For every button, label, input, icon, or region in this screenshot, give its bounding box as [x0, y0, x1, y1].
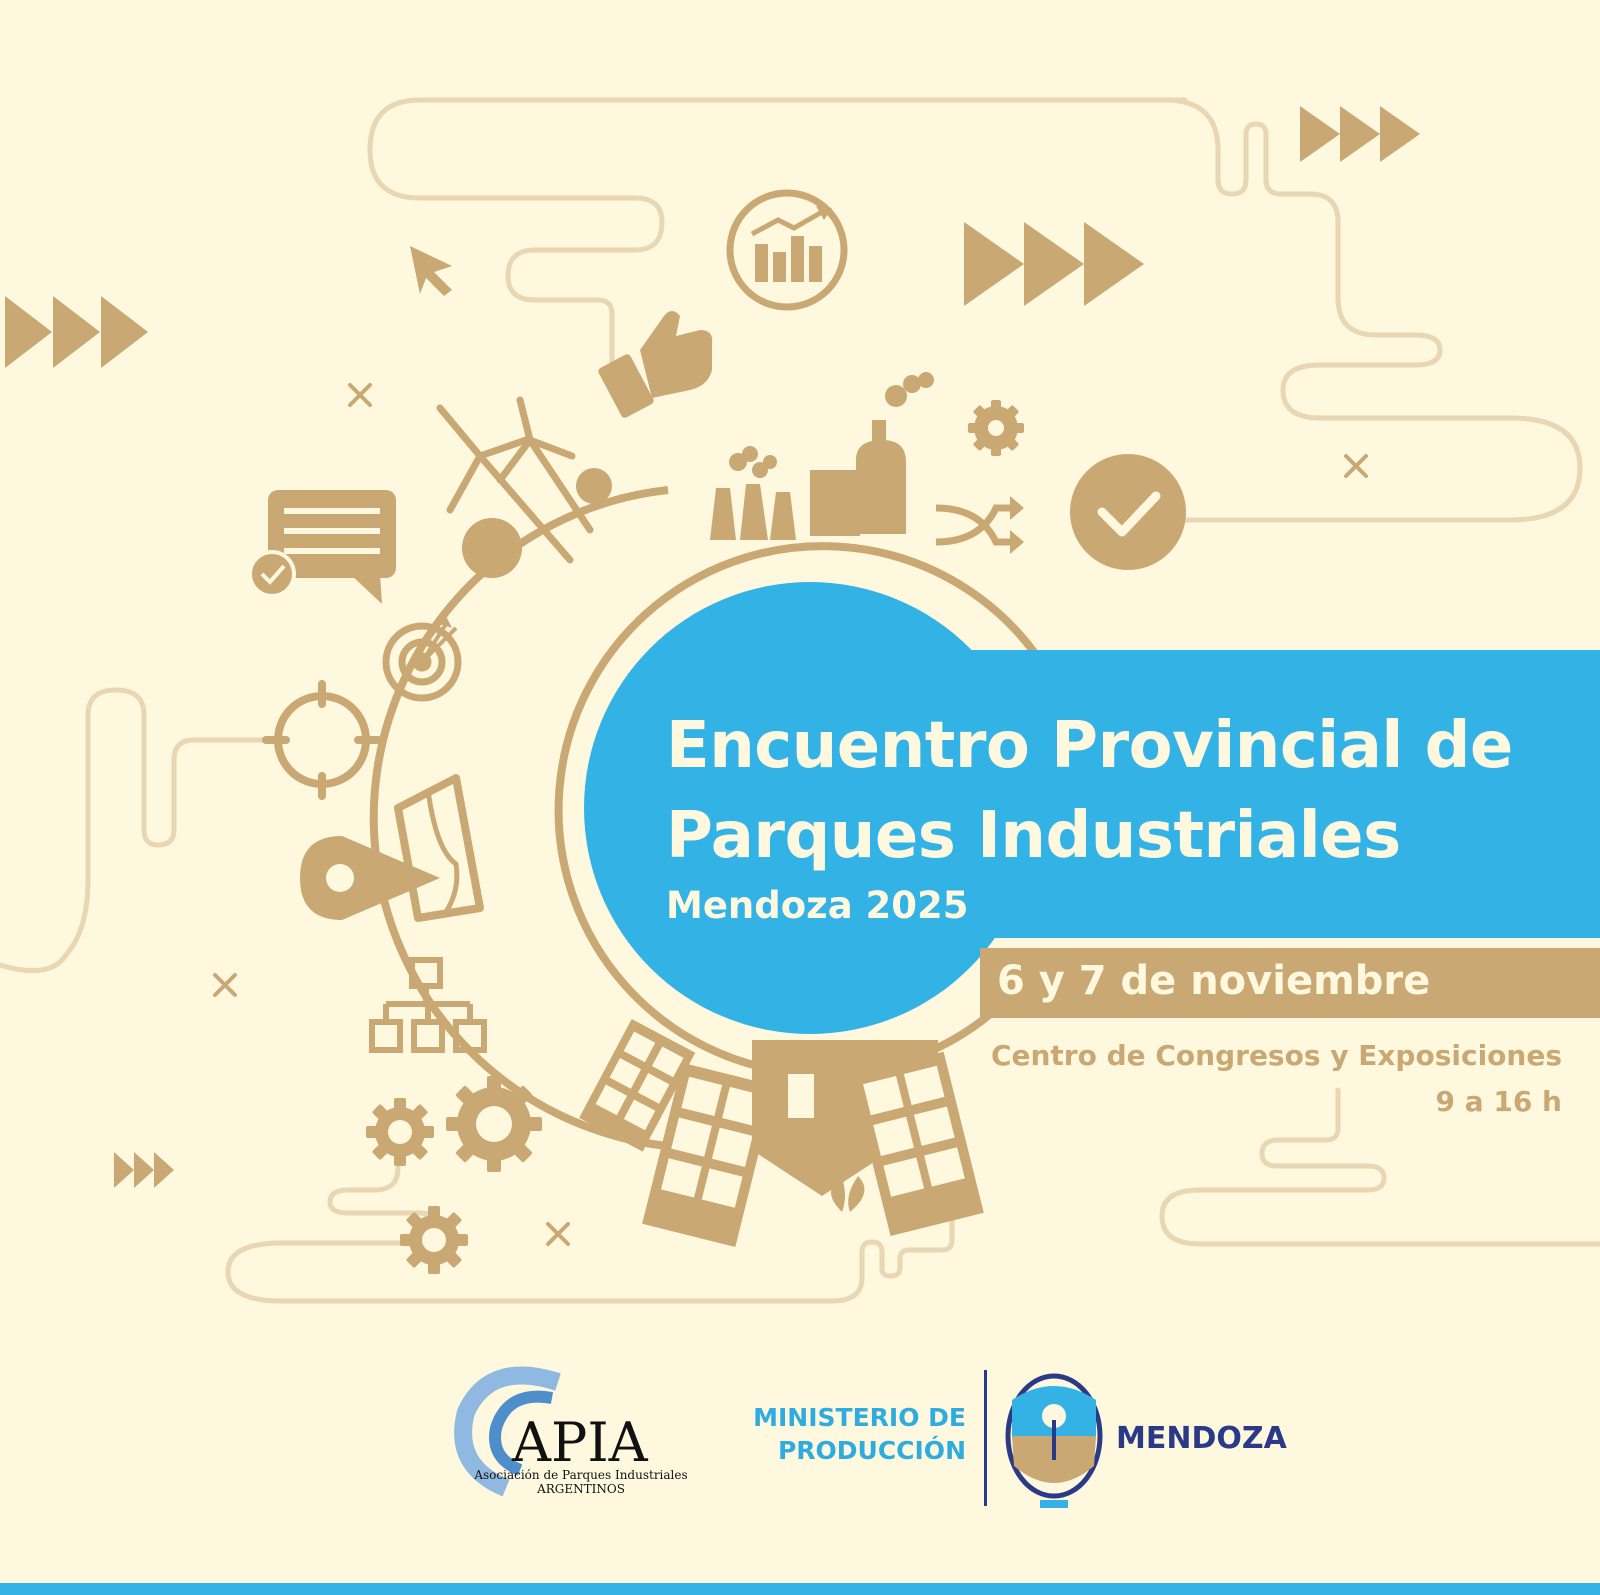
apia-logo-country: ARGENTINOS — [537, 1482, 625, 1496]
apia-logo-name: APIA — [512, 1411, 648, 1474]
event-hours: 9 a 16 h — [1435, 1085, 1562, 1118]
mendoza-coat-of-arms-icon — [1008, 1376, 1100, 1508]
growth-chart-icon — [730, 193, 844, 307]
event-date: 6 y 7 de noviembre — [997, 958, 1431, 1004]
factory-icon — [710, 372, 934, 540]
chat-bubble-icon — [250, 490, 396, 604]
gear-icon — [400, 1206, 468, 1274]
shuffle-icon — [936, 496, 1024, 554]
apia-logo-subtitle: Asociación de Parques Industriales — [474, 1468, 688, 1482]
event-venue: Centro de Congresos y Exposiciones — [990, 1039, 1562, 1072]
gear-icon — [366, 1098, 434, 1166]
crosshair-icon — [266, 684, 378, 796]
logo-divider — [984, 1370, 987, 1506]
event-title-line2: Parques Industriales — [666, 799, 1401, 873]
ministerio-logo-line1: MINISTERIO DE — [753, 1403, 966, 1432]
event-subtitle: Mendoza 2025 — [666, 884, 969, 927]
cursor-arrow-icon — [410, 246, 452, 296]
target-icon — [386, 616, 458, 698]
map-icon — [398, 778, 480, 918]
bottom-accent-bar — [0, 1583, 1600, 1595]
gear-icon — [968, 400, 1024, 456]
check-circle-icon — [1070, 454, 1186, 570]
buildings-icon — [579, 1019, 984, 1247]
ministerio-logo-line2: PRODUCCIÓN — [777, 1436, 966, 1465]
province-logo-name: MENDOZA — [1116, 1421, 1287, 1456]
event-title-line1: Encuentro Provincial de — [666, 709, 1513, 783]
gear-icon — [446, 1076, 542, 1172]
